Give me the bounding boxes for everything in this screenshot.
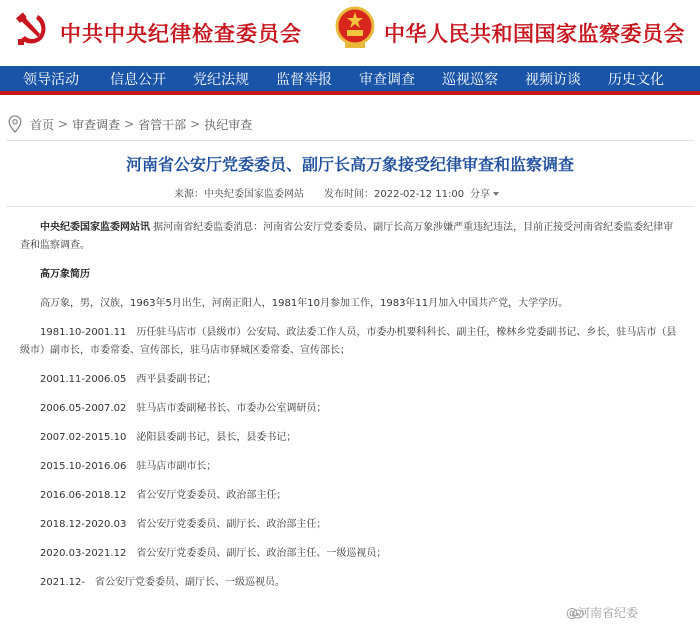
nav-divider bbox=[0, 91, 700, 95]
share-button[interactable] bbox=[470, 185, 499, 200]
bio-heading: 高万象简历 bbox=[40, 269, 90, 280]
career-item: 2015.10-2016.06 驻马店市副市长； bbox=[40, 461, 217, 472]
nav-item-history[interactable]: 历史文化 bbox=[608, 71, 664, 88]
breadcrumb-home[interactable]: 首页 bbox=[30, 117, 55, 132]
nav-item-disclosure[interactable]: 信息公开 bbox=[110, 71, 166, 88]
breadcrumb-divider bbox=[6, 140, 694, 141]
nav-item-regulations[interactable]: 党纪法规 bbox=[193, 71, 249, 88]
nav-item-investigation[interactable]: 审查调查 bbox=[359, 71, 415, 88]
career-item: 2018.12-2020.03 省公安厅党委委员、副厅长、政治部主任； bbox=[40, 519, 327, 530]
location-pin-icon bbox=[8, 115, 22, 133]
site-header bbox=[0, 0, 700, 66]
lead-text: 据河南省纪委监委消息：河南省公安厅党委委员、副厅长高万象涉嫌严重违纪违法，目前正接受河南省纪委监委纪律审查和监察调查。 bbox=[20, 222, 674, 251]
breadcrumb-separator: > bbox=[124, 117, 135, 131]
bio-intro: 高万象，男，汉族，1963年5月出生，河南正阳人，1981年10月参加工作，1983年11月加入中国共产党，大学学历。 bbox=[40, 298, 569, 309]
nav-item-leadership[interactable]: 领导活动 bbox=[23, 71, 79, 88]
article-meta bbox=[174, 185, 468, 200]
nav-item-video[interactable]: 视频访谈 bbox=[525, 71, 581, 88]
career-item: 2020.03-2021.12 省公安厅党委委员、副厅长、政治部主任、一级巡视员； bbox=[40, 548, 387, 559]
cpc-ccdi-title: 中共中央纪律检查委员会 bbox=[60, 21, 302, 46]
career-item: 2007.02-2015.10 泌阳县委副书记，县长，县委书记； bbox=[40, 432, 297, 443]
meta-divider bbox=[6, 206, 694, 207]
article-date: 发布时间：2022-02-12 11:00 bbox=[324, 189, 465, 200]
nav-item-report[interactable]: 监督举报 bbox=[276, 71, 332, 88]
watermark: @河南省纪委 bbox=[566, 606, 639, 620]
article-source: 来源：中央纪委国家监委网站 bbox=[174, 189, 304, 200]
breadcrumb-discipline-review[interactable]: 执纪审查 bbox=[204, 117, 253, 132]
lead-paragraph bbox=[20, 219, 680, 255]
lead-source: 中央纪委国家监委网站讯 bbox=[40, 222, 150, 233]
nav-item-inspection[interactable]: 巡视巡察 bbox=[442, 71, 498, 88]
breadcrumb-separator: > bbox=[190, 117, 201, 131]
career-item: 2021.12- 省公安厅党委委员、副厅长、一级巡视员。 bbox=[40, 577, 285, 588]
breadcrumb bbox=[8, 114, 252, 134]
career-item: 2006.05-2007.02 驻马店市委副秘书长、市委办公室调研员； bbox=[40, 403, 327, 414]
national-emblem-icon bbox=[334, 5, 376, 51]
article-title: 河南省公安厅党委委员、副厅长高万象接受纪律审查和监察调查 bbox=[125, 155, 574, 174]
career-item: 1981.10-2001.11 历任驻马店市（县级市）公安局、政法委工作人员，市委办机要科科长、副主任，橡林乡党委副书记、乡长，驻马店市（县级市）副市长，市委常委、宣传部长，驻马店市驿城区委常委、宣传部长； bbox=[20, 327, 677, 356]
party-emblem-icon bbox=[12, 9, 52, 49]
main-nav bbox=[0, 66, 700, 91]
breadcrumb-provincial-cadres[interactable]: 省管干部 bbox=[138, 117, 187, 132]
breadcrumb-separator: > bbox=[58, 117, 69, 131]
nsc-title: 中华人民共和国国家监察委员会 bbox=[384, 21, 685, 46]
share-label: 分享 bbox=[470, 189, 490, 200]
chevron-down-icon bbox=[493, 192, 499, 196]
career-item: 2016.06-2018.12 省公安厅党委委员、政治部主任； bbox=[40, 490, 287, 501]
breadcrumb-investigation[interactable]: 审查调查 bbox=[72, 117, 121, 132]
career-item: 2001.11-2006.05 西平县委副书记； bbox=[40, 374, 217, 385]
